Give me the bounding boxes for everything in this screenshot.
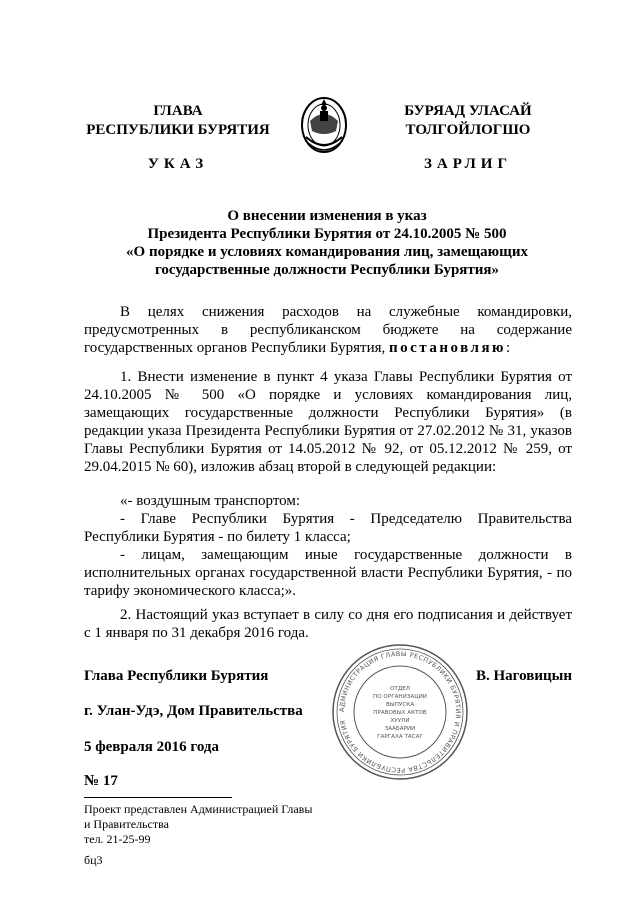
item2-paragraph [84,606,572,642]
signatory-name: В. Наговицын [476,668,572,684]
signing-place: г. Улан-Удэ, Дом Правительства [84,703,303,719]
preamble-text: В целях снижения расходов на служебные командировки, предусмотренных в республиканском бюджете на содержание государственных органов Республики Бурятия, [84,304,572,356]
svg-text:ОТДЕЛ: ОТДЕЛ [390,686,410,692]
footer-note [84,802,384,868]
svg-text:ХУУЛИ: ХУУЛИ [390,718,410,724]
item1-paragraph [84,368,572,476]
svg-text:АДМИНИСТРАЦИЯ ГЛАВЫ РЕСПУБЛИКИ: АДМИНИСТРАЦИЯ ГЛАВЫ РЕСПУБЛИКИ БУРЯТИЯ И ПРАВИТЕЛЬСТВА РЕСПУБЛИКИ БУРЯТИЯ [337,649,463,775]
item2-text: 2. Настоящий указ вступает в силу со дня его подписания и действует с 1 января по 31 декабря 2016 года. [84,607,572,641]
decree-label-ru: УКАЗ [147,156,209,172]
header-left-title [78,102,278,140]
title-line4: государственные должности Республики Бурятия» [154,262,500,278]
coat-of-arms-emblem [296,91,352,159]
signatory-position: Глава Республики Бурятия [84,668,269,684]
item1-sub1: «- воздушным транспортом: [120,493,301,509]
svg-text:ЗААБАРИИ: ЗААБАРИИ [384,726,416,732]
svg-text:ПРАВОВЫХ АКТОВ: ПРАВОВЫХ АКТОВ [373,710,427,716]
item1-sub3-text: - лицам, замещающим иные государственные должности в исполнительных органах государственной власти Республики Бурятия, - по тарифу экономического класса;». [84,547,572,599]
header-left-line1: ГЛАВА [153,103,203,119]
item1-sub2 [84,510,572,546]
header-right-title [368,102,568,140]
preamble-paragraph [84,303,572,357]
svg-text:ГАРГАХА ТАСАГ: ГАРГАХА ТАСАГ [377,734,423,740]
title-line1: О внесении изменения в указ [227,208,427,224]
decree-number: № 17 [84,773,118,789]
footer-divider [84,797,232,798]
item1-sub3 [84,546,572,600]
header-right-line2: ТОЛГОЙЛОГШО [405,122,531,138]
footer-phone: тел. 21-25-99 [84,832,151,846]
footer-code: бц3 [84,853,103,867]
preamble-action-word: постановляю [389,340,507,356]
header-left-line2: РЕСПУБЛИКИ БУРЯТИЯ [86,122,270,138]
footer-line1: Проект представлен Администрацией Главы [84,802,313,816]
preamble-colon: : [506,340,511,356]
svg-text:ПО ОРГАНИЗАЦИИ: ПО ОРГАНИЗАЦИИ [373,694,427,700]
item1-sub2-text: - Главе Республики Бурятия - Председателю Правительства Республики Бурятия - по билету 1 класса; [84,511,572,545]
signing-date: 5 февраля 2016 года [84,739,219,755]
item1-text: 1. Внести изменение в пункт 4 указа Главы Республики Бурятия от 24.10.2005 № 500 «О порядке и условиях командирования лиц, замещающих государственные должности Республики Бурятия» (в редакции указа Президента Республики Бурятия от 27.02.2012 № 31, указов Главы Республики Бурятия от 14.05.2012 № 92, от 05.12.2012 № 259, от 29.04.2015 № 60), изложив абзац второй в следующей редакции: [84,369,572,475]
title-line3: «О порядке и условиях командирования лиц, замещающих [126,244,528,260]
footer-line2: и Правительства [84,817,169,831]
official-seal-stamp [330,642,470,782]
header-right-line1: БУРЯАД УЛАСАЙ [404,103,532,119]
svg-text:ВЫПУСКА: ВЫПУСКА [385,702,415,708]
title-line2: Президента Республики Бурятия от 24.10.2005 № 500 [147,226,507,242]
decree-label-bua: ЗАРЛИГ [423,156,513,172]
document-title [84,207,570,279]
